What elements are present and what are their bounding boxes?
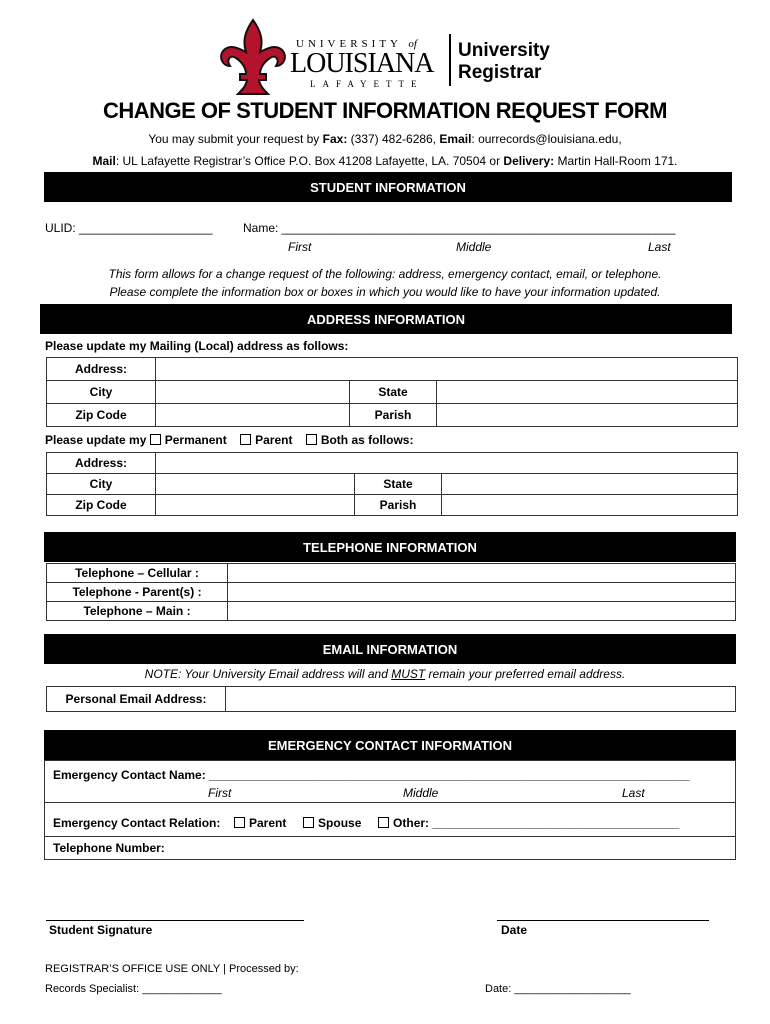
office-use-only: REGISTRAR’S OFFICE USE ONLY | Processed by: bbox=[45, 963, 299, 975]
logo-registrar-line1: University bbox=[458, 40, 550, 61]
mail-address: : UL Lafayette Registrar’s Office P.O. Box 41208 Lafayette, LA. 70504 or bbox=[115, 154, 504, 168]
emergency-name-field[interactable]: Emergency Contact Name: ________________________________________________________________________ bbox=[53, 768, 690, 782]
perm-city-label: City bbox=[47, 474, 156, 495]
telephone-parents-input[interactable] bbox=[228, 583, 736, 602]
office-date-field: Date: ___________________ bbox=[485, 983, 631, 995]
emergency-divider-2 bbox=[44, 836, 736, 837]
mailing-address-intro: Please update my Mailing (Local) address as follows: bbox=[45, 339, 349, 353]
telephone-table bbox=[46, 563, 736, 621]
mailing-address-label: Address: bbox=[47, 358, 156, 381]
relation-other-checkbox[interactable] bbox=[378, 817, 389, 828]
logo-university-of: of bbox=[408, 38, 417, 50]
email-label: Email bbox=[439, 132, 472, 146]
relation-spouse-label: Spouse bbox=[318, 816, 362, 830]
emergency-divider-1 bbox=[44, 802, 736, 803]
permanent-checkbox[interactable] bbox=[150, 434, 161, 445]
fax-number: (337) 482-6286, bbox=[347, 132, 440, 146]
mail-label: Mail bbox=[92, 154, 116, 168]
mailing-state-input[interactable] bbox=[437, 381, 738, 404]
relation-parent-label: Parent bbox=[249, 816, 287, 830]
fleur-de-lis-icon bbox=[216, 18, 290, 98]
emergency-first-label: First bbox=[208, 786, 232, 800]
fax-label: Fax: bbox=[322, 132, 348, 146]
permanent-address-table bbox=[46, 452, 738, 516]
email-info-bar: EMAIL INFORMATION bbox=[44, 634, 736, 664]
perm-parish-label: Parish bbox=[355, 495, 442, 516]
both-address-option-label: Both as follows: bbox=[320, 433, 414, 447]
email-address: : ourrecords@louisiana.edu, bbox=[471, 132, 622, 146]
personal-email-label: Personal Email Address: bbox=[47, 687, 226, 712]
parent-address-checkbox[interactable] bbox=[240, 434, 251, 445]
form-note-2: Please complete the information box or boxes in which you would like to have your information updated. bbox=[109, 285, 661, 299]
mailing-parish-input[interactable] bbox=[437, 404, 738, 427]
name-first-label: First bbox=[288, 240, 312, 254]
delivery-label: Delivery: bbox=[503, 154, 555, 168]
relation-spouse-checkbox[interactable] bbox=[303, 817, 314, 828]
emergency-relation-label: Emergency Contact Relation: bbox=[53, 816, 221, 830]
perm-parish-input[interactable] bbox=[442, 495, 738, 516]
relation-other-field[interactable]: Other: _____________________________________ bbox=[393, 816, 680, 830]
name-middle-label: Middle bbox=[456, 240, 492, 254]
emergency-phone-label[interactable]: Telephone Number: bbox=[53, 841, 165, 855]
perm-intro-text: Please update my bbox=[45, 433, 147, 447]
telephone-parents-label: Telephone - Parent(s) : bbox=[47, 583, 228, 602]
form-note-1: This form allows for a change request of the following: address, emergency contact, email, or telephone. bbox=[108, 267, 662, 281]
perm-zip-input[interactable] bbox=[156, 495, 355, 516]
perm-zip-label: Zip Code bbox=[47, 495, 156, 516]
telephone-main-input[interactable] bbox=[228, 602, 736, 621]
records-specialist-field: Records Specialist: _____________ bbox=[45, 983, 222, 995]
submit-line-2 bbox=[0, 154, 770, 168]
perm-city-input[interactable] bbox=[156, 474, 355, 495]
telephone-cellular-label: Telephone – Cellular : bbox=[47, 564, 228, 583]
student-signature-label: Student Signature bbox=[49, 923, 153, 937]
email-note bbox=[0, 667, 770, 681]
emergency-relation-options bbox=[234, 816, 679, 830]
telephone-main-label: Telephone – Main : bbox=[47, 602, 228, 621]
email-table bbox=[46, 686, 736, 712]
telephone-cellular-input[interactable] bbox=[228, 564, 736, 583]
page-title: CHANGE OF STUDENT INFORMATION REQUEST FORM bbox=[102, 98, 668, 123]
permanent-option-label: Permanent bbox=[164, 433, 227, 447]
mailing-zip-label: Zip Code bbox=[47, 404, 156, 427]
name-last-label: Last bbox=[648, 240, 671, 254]
email-note-text-b: remain your preferred email address. bbox=[425, 667, 626, 681]
emergency-last-label: Last bbox=[622, 786, 645, 800]
ulid-field[interactable]: ULID: ____________________ bbox=[45, 221, 213, 235]
mailing-parish-label: Parish bbox=[350, 404, 437, 427]
parent-address-option-label: Parent bbox=[255, 433, 293, 447]
both-address-checkbox[interactable] bbox=[306, 434, 317, 445]
logo-university-city: LAFAYETTE bbox=[310, 79, 424, 89]
perm-state-label: State bbox=[355, 474, 442, 495]
logo-divider bbox=[449, 34, 451, 86]
mailing-address-input[interactable] bbox=[156, 358, 738, 381]
telephone-info-bar: TELEPHONE INFORMATION bbox=[44, 532, 736, 562]
address-info-bar: ADDRESS INFORMATION bbox=[40, 304, 732, 334]
mailing-state-label: State bbox=[350, 381, 437, 404]
student-signature-line[interactable] bbox=[46, 920, 304, 921]
mailing-city-input[interactable] bbox=[156, 381, 350, 404]
mailing-city-label: City bbox=[47, 381, 156, 404]
permanent-address-intro bbox=[45, 433, 413, 447]
delivery-location: Martin Hall-Room 171. bbox=[554, 154, 678, 168]
logo-university-top: UNIVERSITY bbox=[296, 38, 402, 50]
mailing-zip-input[interactable] bbox=[156, 404, 350, 427]
student-name-field[interactable]: Name: ___________________________________________________________ bbox=[243, 221, 676, 235]
student-info-bar: STUDENT INFORMATION bbox=[44, 172, 732, 202]
relation-parent-checkbox[interactable] bbox=[234, 817, 245, 828]
perm-state-input[interactable] bbox=[442, 474, 738, 495]
personal-email-input[interactable] bbox=[226, 687, 736, 712]
submit-intro: You may submit your request by bbox=[148, 132, 323, 146]
submit-line-1 bbox=[0, 132, 770, 146]
date-signature-line[interactable] bbox=[497, 920, 709, 921]
emergency-info-bar: EMERGENCY CONTACT INFORMATION bbox=[44, 730, 736, 760]
date-signature-label: Date bbox=[501, 923, 528, 937]
mailing-address-table bbox=[46, 357, 738, 427]
emergency-middle-label: Middle bbox=[403, 786, 439, 800]
email-note-must: MUST bbox=[391, 667, 426, 681]
email-note-text-a: NOTE: Your University Email address will and bbox=[144, 667, 392, 681]
perm-address-label: Address: bbox=[47, 453, 156, 474]
logo-university-name: LOUISIANA bbox=[290, 48, 434, 79]
logo-registrar-line2: Registrar bbox=[458, 62, 542, 83]
perm-address-input[interactable] bbox=[156, 453, 738, 474]
university-logo bbox=[216, 18, 561, 100]
